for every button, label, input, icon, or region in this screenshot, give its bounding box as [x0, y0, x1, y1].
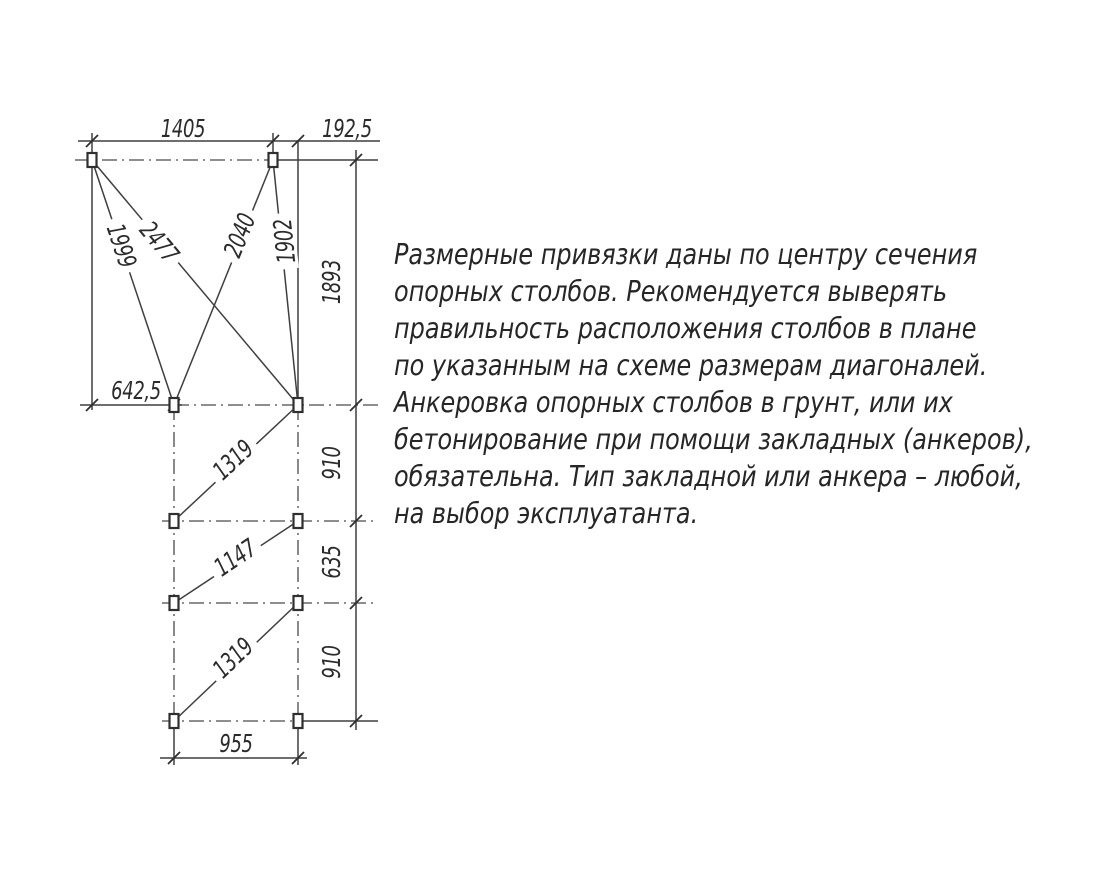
dim-label-diag-1902: 1902	[268, 217, 303, 265]
post-marker	[294, 596, 303, 610]
dim-label-v-635: 635	[318, 545, 347, 579]
note-paragraph	[394, 236, 1049, 532]
dim-label-diag-1999: 1999	[99, 220, 142, 272]
dim-label-top-right-offset: 192,5	[322, 115, 372, 144]
note-line: по указанным на схеме размерам диагоналей.	[394, 349, 988, 382]
dimension-drawing	[0, 0, 420, 880]
post-marker	[269, 153, 278, 167]
post-marker	[170, 714, 179, 728]
note-line: обязательна. Тип закладной или анкера – любой,	[394, 460, 1023, 493]
dim-label-diag-2040: 2040	[218, 209, 263, 262]
note-line: на выбор эксплуатанта.	[394, 497, 699, 530]
dim-label-diag-1147: 1147	[209, 534, 263, 583]
dimension-labels	[98, 115, 372, 759]
post-marker	[88, 153, 97, 167]
note-line: бетонирование при помощи закладных (анкеров),	[394, 423, 1033, 456]
post-marker	[294, 714, 303, 728]
dim-label-v-910-lower: 910	[318, 645, 347, 679]
dim-label-bottom-width: 955	[219, 730, 253, 759]
dim-label-v-910-upper: 910	[318, 446, 347, 480]
post-marker	[170, 398, 179, 412]
dim-label-v-1893: 1893	[318, 259, 347, 305]
note-line: Анкеровка опорных столбов в грунт, или их	[394, 386, 953, 419]
dim-label-diag-1319-lower: 1319	[207, 632, 260, 685]
post-marker	[170, 514, 179, 528]
note-line: Размерные привязки даны по центру сечения	[394, 238, 978, 271]
post-marker	[294, 514, 303, 528]
post-marker	[170, 596, 179, 610]
note-line: опорных столбов. Рекомендуется выверять	[394, 275, 948, 308]
dim-label-diag-2477: 2477	[133, 216, 184, 269]
dim-label-left-offset: 642,5	[111, 377, 161, 406]
dim-label-diag-1319-upper: 1319	[207, 435, 260, 487]
post-marker	[294, 398, 303, 412]
note-line: правильность расположения столбов в плане	[394, 312, 977, 345]
dim-label-top-width: 1405	[160, 115, 206, 144]
